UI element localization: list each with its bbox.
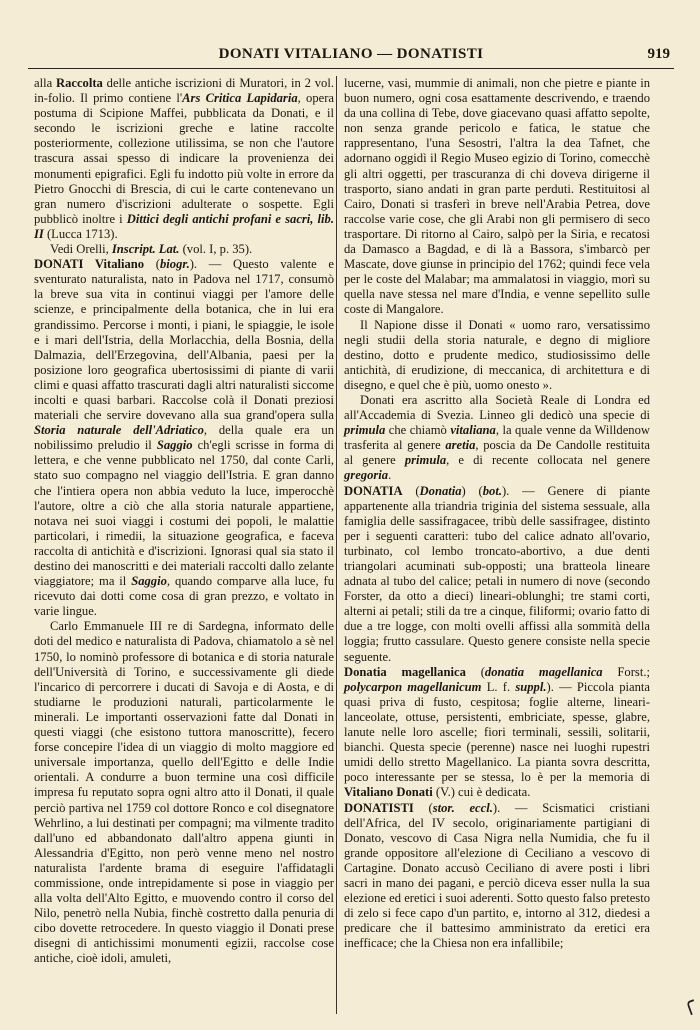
entry-headword: Donatia magellanica [344, 664, 466, 679]
paragraph-travels-continued: lucerne, vasi, mummie di animali, non che pietre e piante in buon numero, ogni cosa esattamente descrivendo, e traendo da una collina di Tebe, dove giacevano quasi affatto sepolte, non senza grande pericolo e fatica, le statue che rappresentano, l'una Sesostri, l'altra la dea Tafnet, che adornano oggidì il Regio Museo egizio di Torino, comecchè gli altri oggetti, per trascuranza di chi doveva dirigerne il trasporto, siano andati in gran parte perduti. Restituitosi al Cairo, Donati si trasferì in breve nell'Arabia Petrea, dove raccolse varie cose, che gli Arabi non gli permisero di seco trasportare. Di ritorno al Cairo, salpò per la Siria, e recatosi da Damasco a Bagdad, e di là a Bassora, s'imbarcò per Mascate, dove giunse in principio del 1762; quindi fece vela per le coste del Malabar; ma ammalatosi in viaggio, morì su quella nave stessa nel mare d'India, e venne sepellito sulle coste di Mangalore. [344, 76, 650, 317]
paragraph-orelli-reference: Vedi Orelli, Inscript. Lat. (vol. I, p. 35). [50, 242, 253, 257]
entry-donati-vitaliano: DONATI Vitaliano (biogr.). — Questo valente e sventurato naturalista, nato in Padova nel 1717, consumò la breve sua vita in continui viaggi per l'amore delle scienze, e principalmente della botanica, che in lui era grandissimo. Percorse i monti, i piani, le spiaggie, le isole e i mari dell'Istria, della Morlacchia, della Bosnia, della Dalmazia, dell'Erzegovina, dell'Albania, paesi per la posizione loro geografica ubertosissimi di piante di varii climi e quasi affatto trascurati dagli altri naturalisti siccome incolti e quasi barbari. Raccolse colà il Donati preziosi materiali che servire dovevano alla sua grand'opera sulla Storia naturale dell'Adriatico, della quale era un nobilissimo preludio il Saggio ch'egli scrisse in forma di lettera, e che venne pubblicato nel 1750, dal conte Carli, stato suo compagno nel viaggio dell'Istria. E gran danno che l'intiera opera non abbia veduto la luce, imperocchè l'autore, oltre a ciò che alla storia naturale appartiene, notava nei suoi viaggi i costumi dei popoli, le malattie particolari, i rimedii, la situazione geografica, e faceva raccolta di antichità e d'iscrizioni. Ignorasi qual sia stato il destino dei manoscritti e dei materiali raccolti dallo zelante viaggiatore; ma il Saggio, quando comparve alla luce, fu ricevuto dai dotti come cosa di gran prezzo, e voltato in varie lingue. [34, 257, 335, 619]
paragraph-raccolta: alla Raccolta delle antiche iscrizioni di Muratori, in 2 vol. in-folio. Il primo contiene l'Ars Critica Lapidaria, opera postuma di Scipione Maffei, pubblicata da Donati, e il secondo le iscrizioni greche e latine raccolte posteriormente, collezione utilissima, se non che l'autore trascura assai spesso di indicare la provenienza dei monumenti epigrafici. Egli fu indotto più volte in errore da Pietro Gnocchi di Brescia, di cui le carte contenevano un gran numero d'iscrizioni adulterate o sospette. Egli pubblicò inoltre i Dittici degli antichi profani e sacri, lib. II (Lucca 1713). [34, 76, 335, 241]
pencil-mark: ╭ [676, 988, 698, 1017]
left-column [34, 76, 334, 967]
paragraph-primula: Donati era ascritto alla Società Reale di Londra ed all'Accademia di Svezia. Linneo gli dedicò una specie di primula che chiamò vitaliana, la quale venne da Willdenow trasferita al genere aretia, poscia da De Candolle restituita al genere primula, e di recente collocata nel genere gregoria. [344, 392, 651, 483]
entry-donatia: DONATIA (Donatia) (bot.). — Genere di piante appartenente alla triandria triginia del sistema sessuale, alla famiglia delle sassifragacee, tribù delle sassifragee, distinto per i seguenti caratteri: tubo del calice adnato all'ovario, turbinato, col lembo troncato-abortivo, a due denti triangolari acuminati sub-opposti; una bratteola lineare adnata al tubo del calice; petali in numero di nove (secondo Forster, da otto a dieci) lineari-oblunghi; tre stami corti, alterni ai petali; stili da tre a cinque, filiformi; ovario fatto di due a tre logge, con molti ovelli affissi alla sommità della loggia; frutto cassulare. Questo genere consiste nella specie seguente. [344, 483, 651, 664]
entry-headword: DONATIA [344, 483, 403, 498]
entry-headword: DONATI Vitaliano [34, 257, 145, 272]
page-number: 919 [647, 46, 670, 62]
paragraph-napione-quote: Il Napione disse il Donati « uomo raro, versatissimo negli studii della storia naturale, e degno di migliore destino, dotto e prudente medico, studiosissimo delle antichità, di erudizione, di meccanica, di architettura e di disegno, e quel che è più, uomo onesto ». [344, 317, 650, 392]
running-header [28, 46, 674, 69]
right-column [344, 76, 650, 951]
entry-donatisti: DONATISTI (stor. eccl.). — Scismatici cristiani dell'Africa, del IV secolo, originariamente partigiani di Donato, vescovo di Casa Nigra nella Numidia, che fu il grande oppositore all'elezione di Ceciliano a vescovo di Cartagine. Donato accusò Ceciliano di avere posti i libri sacri in mano dei pagani, e perciò diceva esser nulla la sua elezione ed eretici i suoi aderenti. Sotto questo falso pretesto di zelo si fece capo d'un partito, e, intorno al 312, diedesi a predicare che il battesimo amministrato da eretici era inefficace; che la Chiesa non era infallibile; [344, 800, 650, 951]
running-title: DONATI VITALIANO — DONATISTI [218, 46, 484, 62]
column-divider [336, 76, 337, 1014]
entry-donatia-magellanica: Donatia magellanica (donatia magellanica Forst.; polycarpon magellanicum L. f. suppl.). — Piccola pianta quasi priva di fusto, cespitosa; foglie alterne, lineari-lanceolate, ottuse, persistenti, embriciate, spesse, glabre, lanute nelle loro ascelle; fiori terminali, sessili, solitarii, bianchi. Questa specie (perenne) nasce nei luoghi rupestri umidi dello stretto Magellanico. La pianta sovra descritta, poco interessante per se stessa, lo è per la memoria di Vitaliano Donati (V.) cui è dedicata. [344, 664, 650, 800]
paragraph-carlo-emmanuele: Carlo Emmanuele III re di Sardegna, informato delle doti del medico e naturalista di Padova, chiamatolo a sè nel 1750, lo nominò professore di botanica e di storia naturale dell'Università di Torino, e successivamente gli diede l'incarico di percorrere i ducati di Savoja e di Aosta, e di studiarne le produzioni naturali, particolarmente le minerali. Le importanti osservazioni fatte dal Donati in questi viaggi (che esistono tuttora manoscritte), fecero forse concepire l'idea di un viaggio di molto maggiore ed universale importanza, quello dell'Egitto e delle Indie orientali. A condurre a buon termine una così difficile impresa fu reputato sopra ogni altro atto il Donati, il quale perciò partiva nel 1759 col dottore Ronco e col disegnatore Wehrlino, a lui destinati per compagni; ma vilmente tradito dall'uno ed abbandonato dall'altro appena giunti in Alessandria d'Egitto, non però venne meno nel nostro naturalista l'ardente brama di eseguire l'affidatagli commissione, onde intrepidamente si pose in viaggio per alla volta dell'Alto Egitto, e muovendo contro il corso del Nilo, penetrò nella Nubia, finchè costretto dalla penuria di cibo dovette retrocedere. In questo viaggio il Donati prese disegni di antichissimi monumenti egizii, raccolse cose antiche, cioè idoli, amuleti, [34, 619, 334, 966]
entry-headword: DONATISTI [344, 800, 414, 815]
